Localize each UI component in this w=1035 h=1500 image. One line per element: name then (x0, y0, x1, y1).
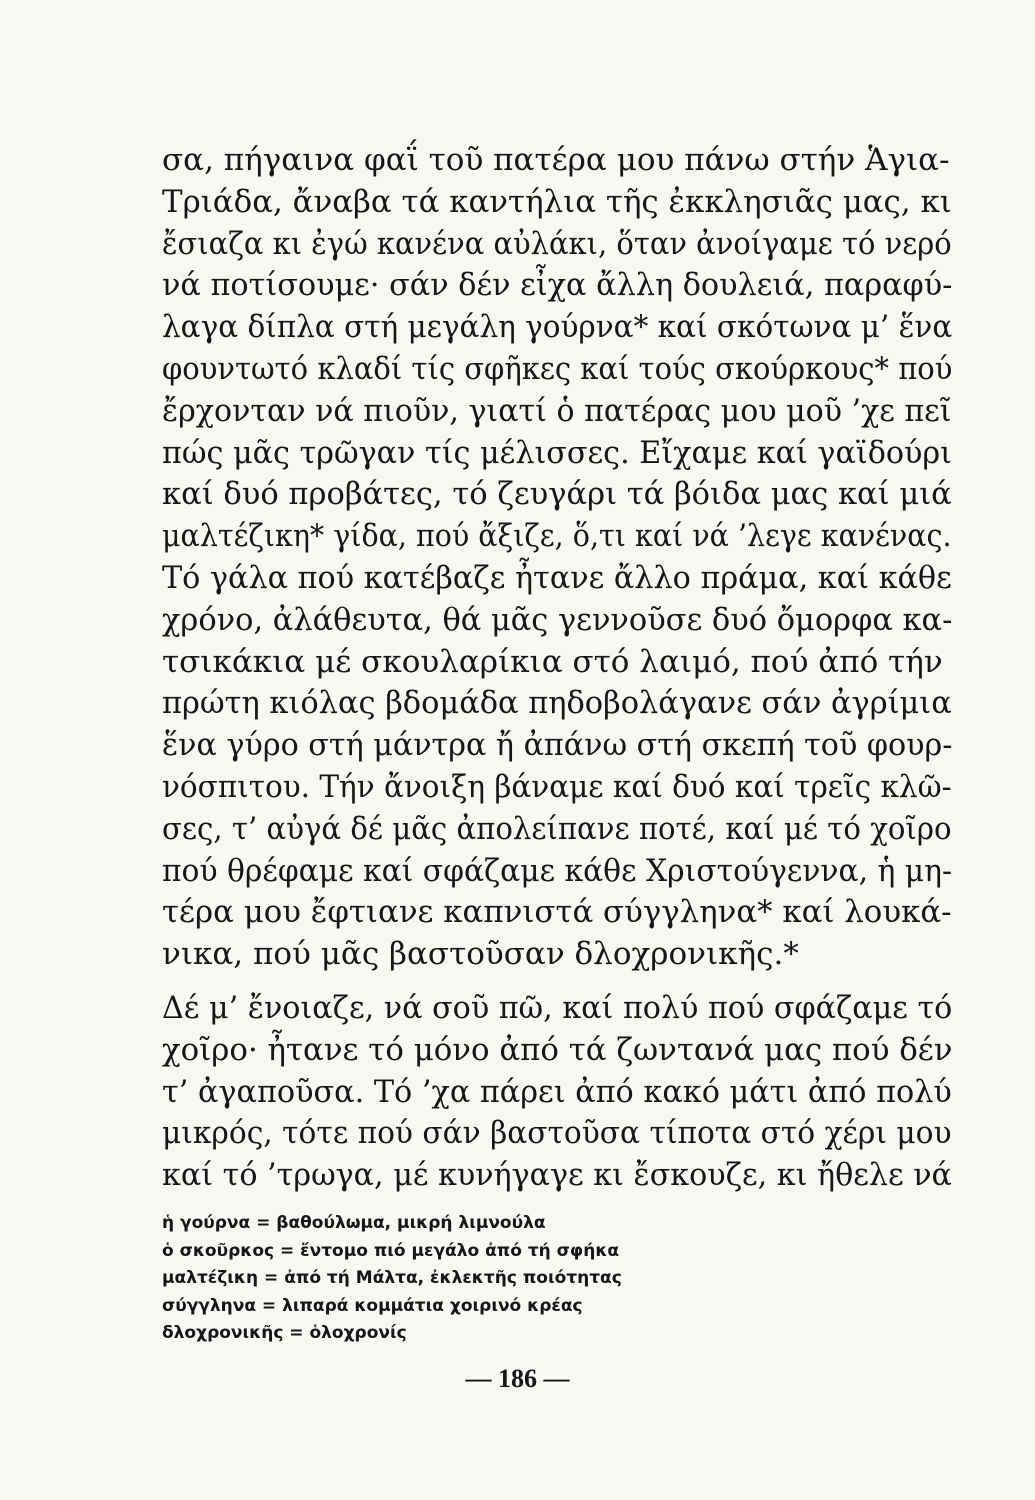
text-line: πώς μᾶς τρῶγαν τίς μέλισσες. Εἴχαμε καί γαϊδούρι (162, 434, 953, 471)
text-line: τέρα μου ἔφτιανε καπνιστά σύγγληνα* καί λουκά- (162, 894, 952, 931)
text-line: μικρός, τότε πού σάν βαστοῦσα τίποτα στό χέρι μου (162, 1115, 952, 1152)
footnote: μαλτέζικη = ἀπό τή Μάλτα, ἐκλεκτῆς ποιότητας (162, 1268, 622, 1288)
text-line: τσικάκια μέ σκουλαρίκια στό λαιμό, πού ἀπό τήν (162, 643, 943, 680)
body-text (162, 140, 952, 1197)
footnotes (162, 1210, 762, 1348)
text-line: λαγα δίπλα στή μεγάλη γούρνα* καί σκότωνα μ’ ἕνα (162, 309, 953, 346)
text-line: σα, πήγαινα φαΐ τοῦ πατέρα μου πάνω στήν Ἁγια- (162, 142, 950, 178)
text-line: νόσπιτου. Τήν ἄνοιξη βάναμε καί δυό καί τρεῖς κλῶ- (162, 768, 952, 805)
text-line: πού θρέφαμε καί σφάζαμε κάθε Χριστούγεννα, ἡ μη- (162, 852, 952, 889)
paragraph-1 (162, 140, 952, 976)
text-line: φουντωτό κλαδί τίς σφῆκες καί τούς σκούρκους* πού (162, 350, 953, 387)
text-line: ἔρχονταν νά πιοῦν, γιατί ὁ πατέρας μου μοῦ ’χε πεῖ (162, 392, 952, 429)
text-line: νά ποτίσουμε· σάν δέν εἶχα ἄλλη δουλειά, παραφύ- (162, 267, 953, 304)
footnote: ὁ σκοῦρκος = ἔντομο πιό μεγάλο ἀπό τή σφήκα (162, 1240, 620, 1261)
text-line: σες, τ’ αὐγά δέ μᾶς ἀπολείπανε ποτέ, καί μέ τό χοῖρο (162, 810, 952, 847)
page-number: — 186 — (465, 1364, 570, 1393)
paragraph-gap (162, 976, 952, 988)
text-line: Τριάδα, ἄναβα τά καντήλια τῆς ἐκκλησιᾶς μας, κι (162, 183, 952, 220)
text-line: καί τό ’τρωγα, μέ κυνήγαγε κι ἔσκουζε, κι ἤθελε νά (162, 1157, 952, 1194)
text-line: Τό γάλα πού κατέβαζε ἦτανε ἄλλο πράμα, καί κάθε (162, 559, 952, 596)
text-line: ἕνα γύρο στή μάντρα ἤ ἀπάνω στή σκεπή τοῦ φουρ- (162, 727, 953, 764)
text-line: μαλτέζικη* γίδα, πού ἄξιζε, ὅ,τι καί νά ’λεγε κανένας. (162, 518, 952, 555)
text-line: χοῖρο· ἦτανε τό μόνο ἀπό τά ζωντανά μας πού δέν (162, 1031, 953, 1068)
text-line: ἔσιαζα κι ἐγώ κανένα αὐλάκι, ὅταν ἀνοίγαμε τό νερό (162, 225, 952, 262)
text-line: πρώτη κιόλας βδομάδα πηδοβολάγανε σάν ἀγρίμια (162, 685, 952, 722)
text-line: νικα, πού μᾶς βαστοῦσαν δλοχρονικῆς.* (162, 936, 799, 973)
text-line: τ’ ἀγαποῦσα. Τό ’χα πάρει ἀπό κακό μάτι ἀπό πολύ (162, 1073, 952, 1110)
text-line: χρόνο, ἀλάθευτα, θά μᾶς γεννοῦσε δυό ὄμορφα κα- (162, 601, 953, 638)
text-line: καί δυό προβάτες, τό ζευγάρι τά βόιδα μας καί μιά (162, 476, 952, 513)
footnote: ἡ γούρνα = βαθούλωμα, μικρή λιμνούλα (162, 1213, 546, 1233)
footnote: σύγγληνα = λιπαρά κομμάτια χοιρινό κρέας (162, 1295, 583, 1316)
text-line: Δέ μ’ ἔνοιαζε, νά σοῦ πῶ, καί πολύ πού σφάζαμε τό (162, 989, 953, 1026)
paragraph-2 (162, 988, 952, 1197)
footnote: δλοχρονικῆς = ὁλοχρονίς (162, 1323, 407, 1343)
